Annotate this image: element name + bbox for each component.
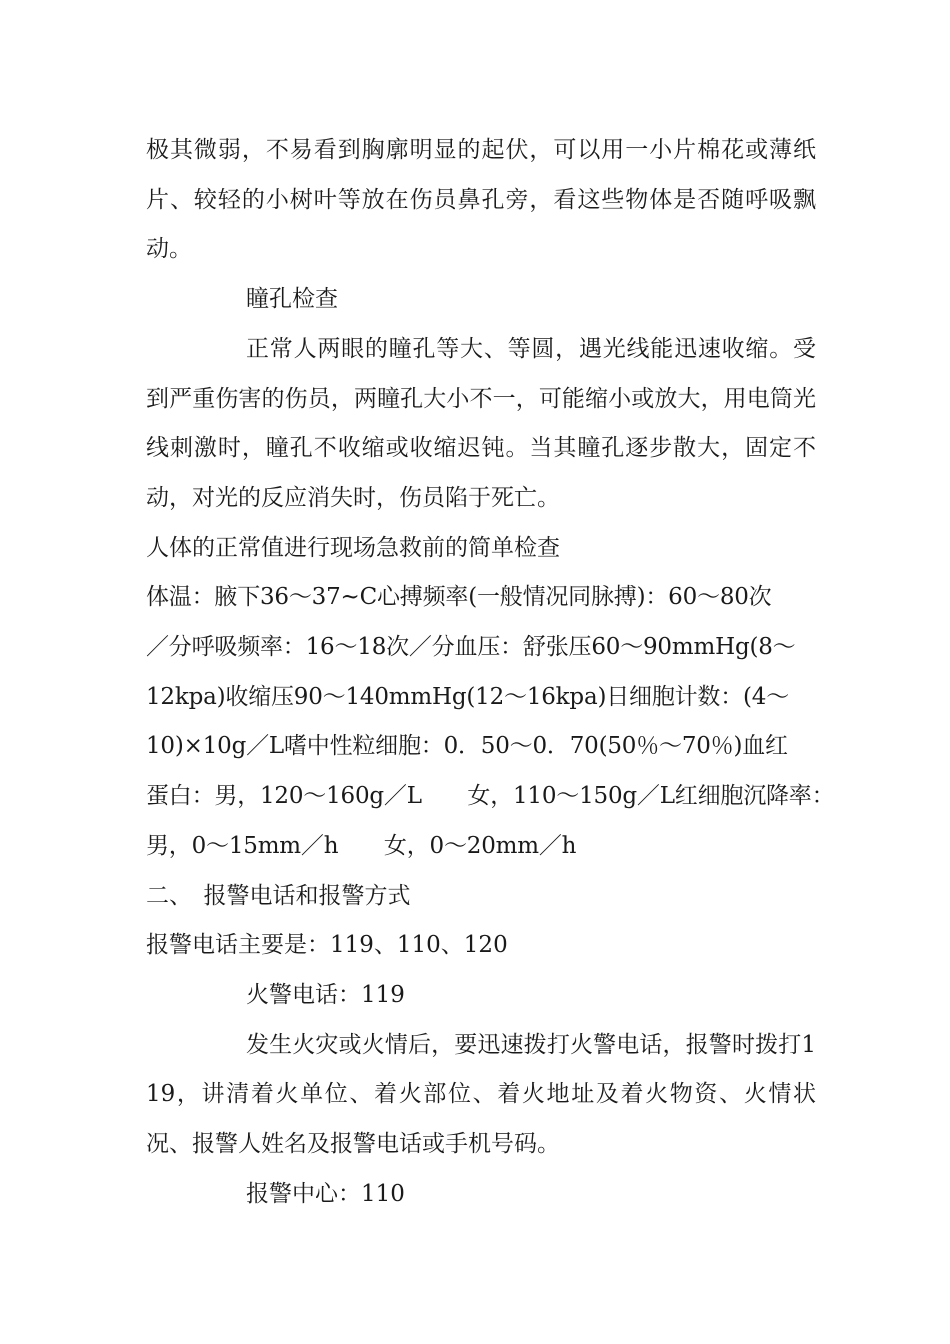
document-body — [146, 126, 835, 1219]
paragraph-normal-values — [146, 573, 835, 871]
heading-pupil-check: 瞳孔检查 — [246, 286, 338, 313]
normal-values-line: ／分呼吸频率：16～18次／分血压：舒张压60～90mmHg(8～ — [146, 634, 796, 661]
normal-values-line: 12kpa)收缩压90～140mmHg(12～16kpa)日细胞计数：(4～ — [146, 683, 790, 710]
heading-normal-values: 人体的正常值进行现场急救前的简单检查 — [146, 534, 560, 561]
normal-values-line: 体温：腋下36～37~C心搏频率(一般情况同脉搏)：60～80次 — [146, 584, 772, 611]
paragraph-pupil-check: 正常人两眼的瞳孔等大、等圆，遇光线能迅速收缩。受到严重伤害的伤员，两瞳孔大小不一，可能缩小或放大，用电筒光线刺激时，瞳孔不收缩或收缩迟钝。当其瞳孔逐步散大，固定不动，对光的反应消失时，伤员陷于死亡。 — [146, 335, 816, 511]
paragraph-fire-alarm: 发生火灾或火情后，要迅速拨打火警电话，报警时拨打119，讲清着火单位、着火部位、着火地址及着火物资、火情状况、报警人姓名及报警电话或手机号码。 — [146, 1031, 816, 1158]
heading-police-center: 报警中心：110 — [246, 1180, 405, 1207]
normal-values-line: 男，0～15mm／h 女，0～20mm／h — [146, 832, 577, 859]
paragraph-breathing-check: 极其微弱，不易看到胸廓明显的起伏，可以用一小片棉花或薄纸片、较轻的小树叶等放在伤员鼻孔旁，看这些物体是否随呼吸飘动。 — [146, 137, 816, 263]
heading-fire-alarm: 火警电话：119 — [246, 981, 405, 1008]
paragraph-alarm-numbers: 报警电话主要是：119、110、120 — [146, 932, 508, 959]
normal-values-line: 蛋白：男，120～160g／L 女，110～150g／L红细胞沉降率： — [146, 783, 835, 810]
heading-alarm-phones: 二、 报警电话和报警方式 — [146, 882, 411, 909]
normal-values-line: 10)×10g／L嗜中性粒细胞：0．50～0．70(50％～70％)血红 — [146, 733, 788, 760]
